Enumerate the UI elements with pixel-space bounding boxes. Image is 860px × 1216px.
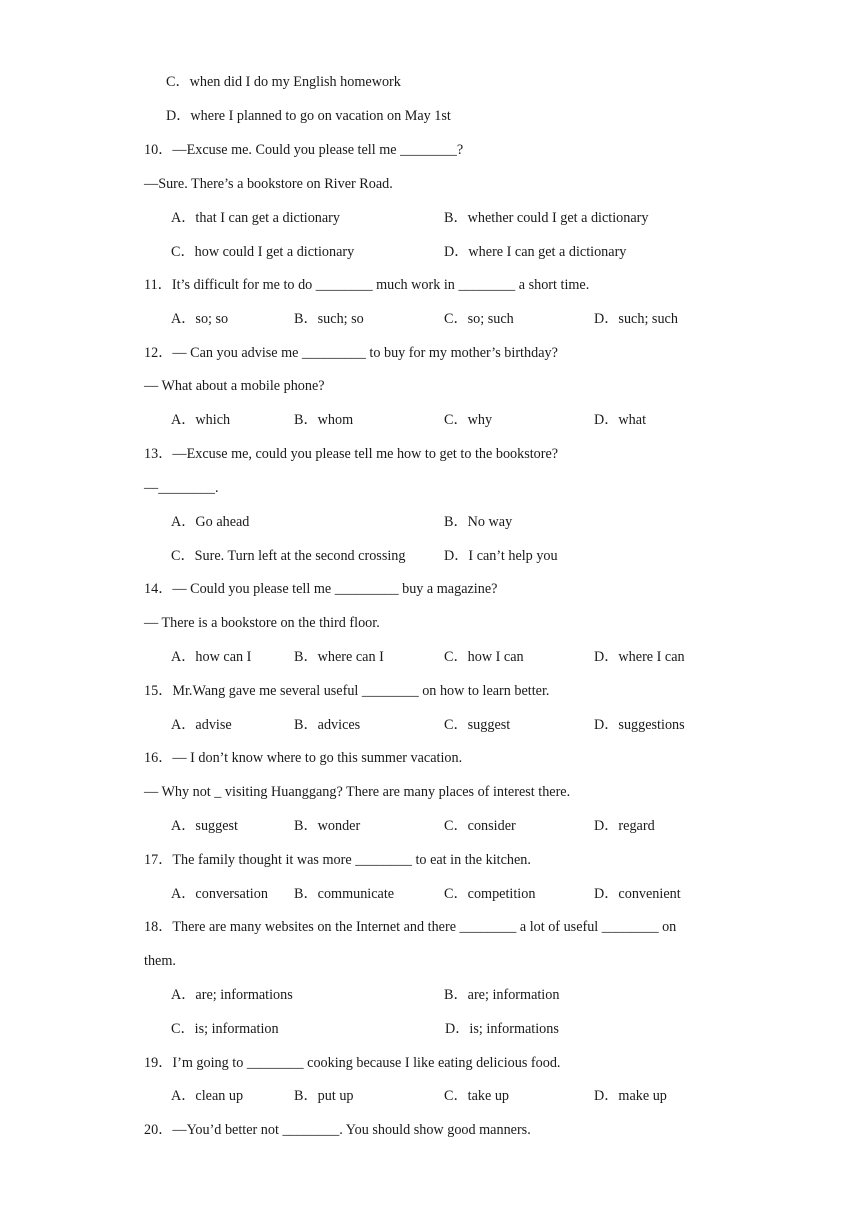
- q15-option-d: D．suggestions: [594, 717, 685, 733]
- question-17: 17．The family thought it was more ________ to eat in the kitchen.: [144, 852, 531, 868]
- q12-option-b: B．whom: [294, 412, 354, 428]
- question-18-continued: them.: [144, 953, 176, 969]
- q12-option-a: A．which: [171, 412, 231, 428]
- q11-option-a: A．so; so: [171, 311, 229, 327]
- question-20: 20．—You’d better not ________. You should show good manners.: [144, 1122, 531, 1138]
- question-14-response: — There is a bookstore on the third floor.: [144, 615, 380, 631]
- q19-option-d: D．make up: [594, 1088, 667, 1104]
- q17-option-d: D．convenient: [594, 886, 681, 902]
- question-10-response: —Sure. There’s a bookstore on River Road.: [144, 176, 393, 192]
- q16-option-d: D．regard: [594, 818, 655, 834]
- q9-option-d: D．where I planned to go on vacation on May 1st: [166, 108, 451, 124]
- q17-option-b: B．communicate: [294, 886, 395, 902]
- question-10: 10．—Excuse me. Could you please tell me ________?: [144, 142, 464, 158]
- q16-option-c: C．consider: [444, 818, 516, 834]
- q13-option-b: B．No way: [444, 514, 513, 530]
- q11-option-b: B．such; so: [294, 311, 364, 327]
- q18-option-a: A．are; informations: [171, 987, 293, 1003]
- question-16-response: — Why not _ visiting Huanggang? There are many places of interest there.: [144, 784, 571, 800]
- q15-option-b: B．advices: [294, 717, 361, 733]
- question-16: 16．— I don’t know where to go this summer vacation.: [144, 750, 463, 766]
- question-15: 15．Mr.Wang gave me several useful ________ on how to learn better.: [144, 683, 550, 699]
- question-13: 13．—Excuse me, could you please tell me how to get to the bookstore?: [144, 446, 559, 462]
- q11-option-d: D．such; such: [594, 311, 678, 327]
- q18-option-b: B．are; information: [444, 987, 560, 1003]
- q13-option-d: D．I can’t help you: [444, 548, 558, 564]
- q17-option-a: A．conversation: [171, 886, 268, 902]
- q19-option-a: A．clean up: [171, 1088, 244, 1104]
- question-14: 14．— Could you please tell me _________ buy a magazine?: [144, 581, 498, 597]
- q14-option-d: D．where I can: [594, 649, 685, 665]
- question-13-response: —________.: [144, 480, 219, 496]
- q13-option-c: C．Sure. Turn left at the second crossing: [171, 548, 406, 564]
- q18-option-d: D．is; informations: [445, 1021, 559, 1037]
- q16-option-b: B．wonder: [294, 818, 361, 834]
- q16-option-a: A．suggest: [171, 818, 238, 834]
- question-11: 11．It’s difficult for me to do ________ much work in ________ a short time.: [144, 277, 590, 293]
- q14-option-b: B．where can I: [294, 649, 384, 665]
- q15-option-c: C．suggest: [444, 717, 511, 733]
- question-12-response: — What about a mobile phone?: [144, 378, 325, 394]
- q10-option-a: A．that I can get a dictionary: [171, 210, 341, 226]
- q10-option-d: D．where I can get a dictionary: [444, 244, 627, 260]
- q9-option-c: C．when did I do my English homework: [166, 74, 401, 90]
- question-19: 19．I’m going to ________ cooking because I like eating delicious food.: [144, 1055, 561, 1071]
- q19-option-b: B．put up: [294, 1088, 354, 1104]
- q11-option-c: C．so; such: [444, 311, 514, 327]
- q15-option-a: A．advise: [171, 717, 232, 733]
- q12-option-d: D．what: [594, 412, 647, 428]
- q10-option-c: C．how could I get a dictionary: [171, 244, 355, 260]
- q19-option-c: C．take up: [444, 1088, 510, 1104]
- q13-option-a: A．Go ahead: [171, 514, 250, 530]
- q14-option-a: A．how can I: [171, 649, 252, 665]
- q10-option-b: B．whether could I get a dictionary: [444, 210, 649, 226]
- q18-option-c: C．is; information: [171, 1021, 279, 1037]
- q14-option-c: C．how I can: [444, 649, 524, 665]
- question-12: 12．— Can you advise me _________ to buy for my mother’s birthday?: [144, 345, 558, 361]
- q17-option-c: C．competition: [444, 886, 536, 902]
- question-18: 18．There are many websites on the Internet and there ________ a lot of useful ________ on: [144, 919, 677, 935]
- q12-option-c: C．why: [444, 412, 493, 428]
